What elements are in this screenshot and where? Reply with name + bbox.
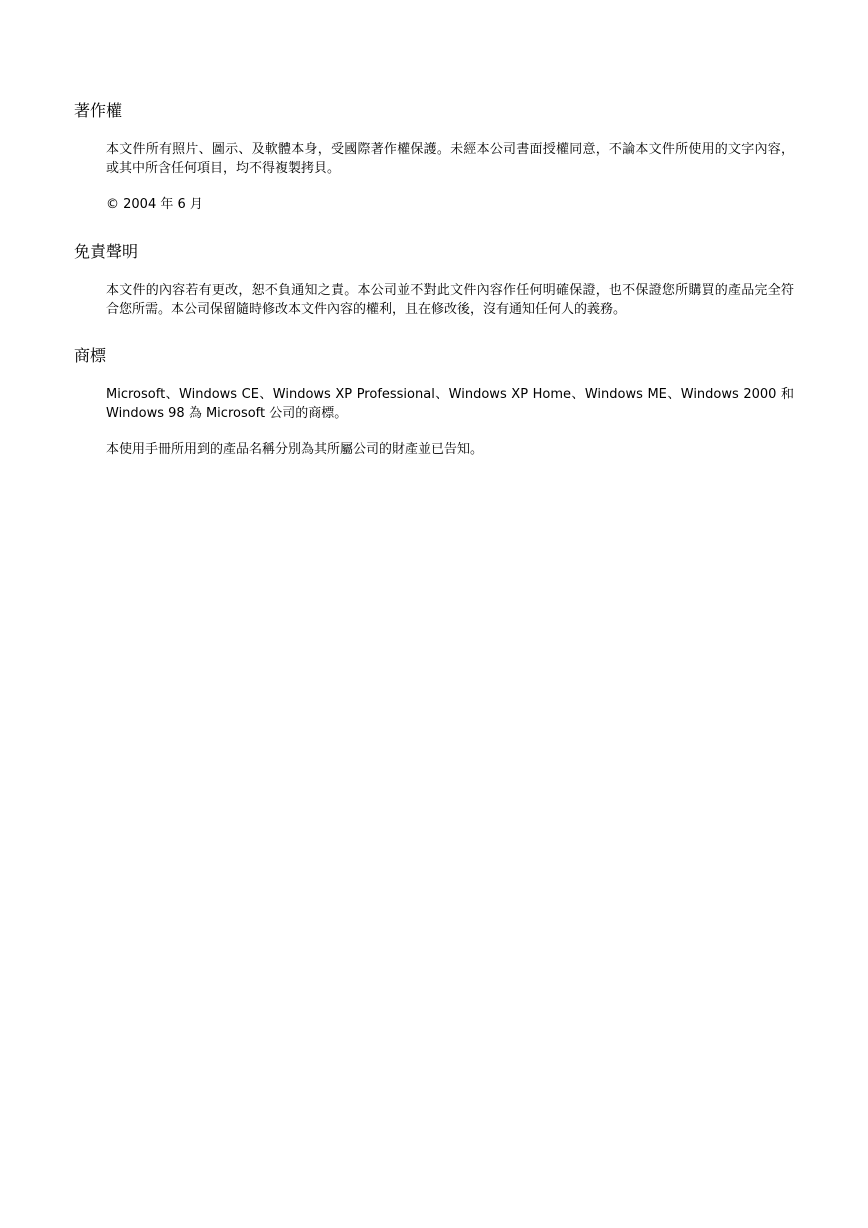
trademark-heading: 商標 [74,346,107,365]
trademark-list: Microsoft、Windows CE、Windows XP Professional、Windows XP Home、Windows ME、Windows 2000 和 Windows 98 為 Microsoft 公司的商標。 [106,387,794,421]
copyright-body: 本文件所有照片、圖示、及軟體本身，受國際著作權保護。未經本公司書面授權同意，不論本文件所使用的文字內容，或其中所含任何項目，均不得複製拷貝。 [106,142,794,176]
copyright-heading: 著作權 [74,101,123,120]
disclaimer-heading: 免責聲明 [74,242,139,261]
copyright-year-line: © 2004 年 6 月 [106,197,203,212]
disclaimer-body: 本文件的內容若有更改，恕不負通知之責。本公司並不對此文件內容作任何明確保證，也不保證您所購買的產品完全符合您所需。本公司保留隨時修改本文件內容的權利，且在修改後，沒有通知任何人的義務。 [106,283,794,317]
trademark-note: 本使用手冊所用到的產品名稱分別為其所屬公司的財產並已告知。 [106,442,484,457]
